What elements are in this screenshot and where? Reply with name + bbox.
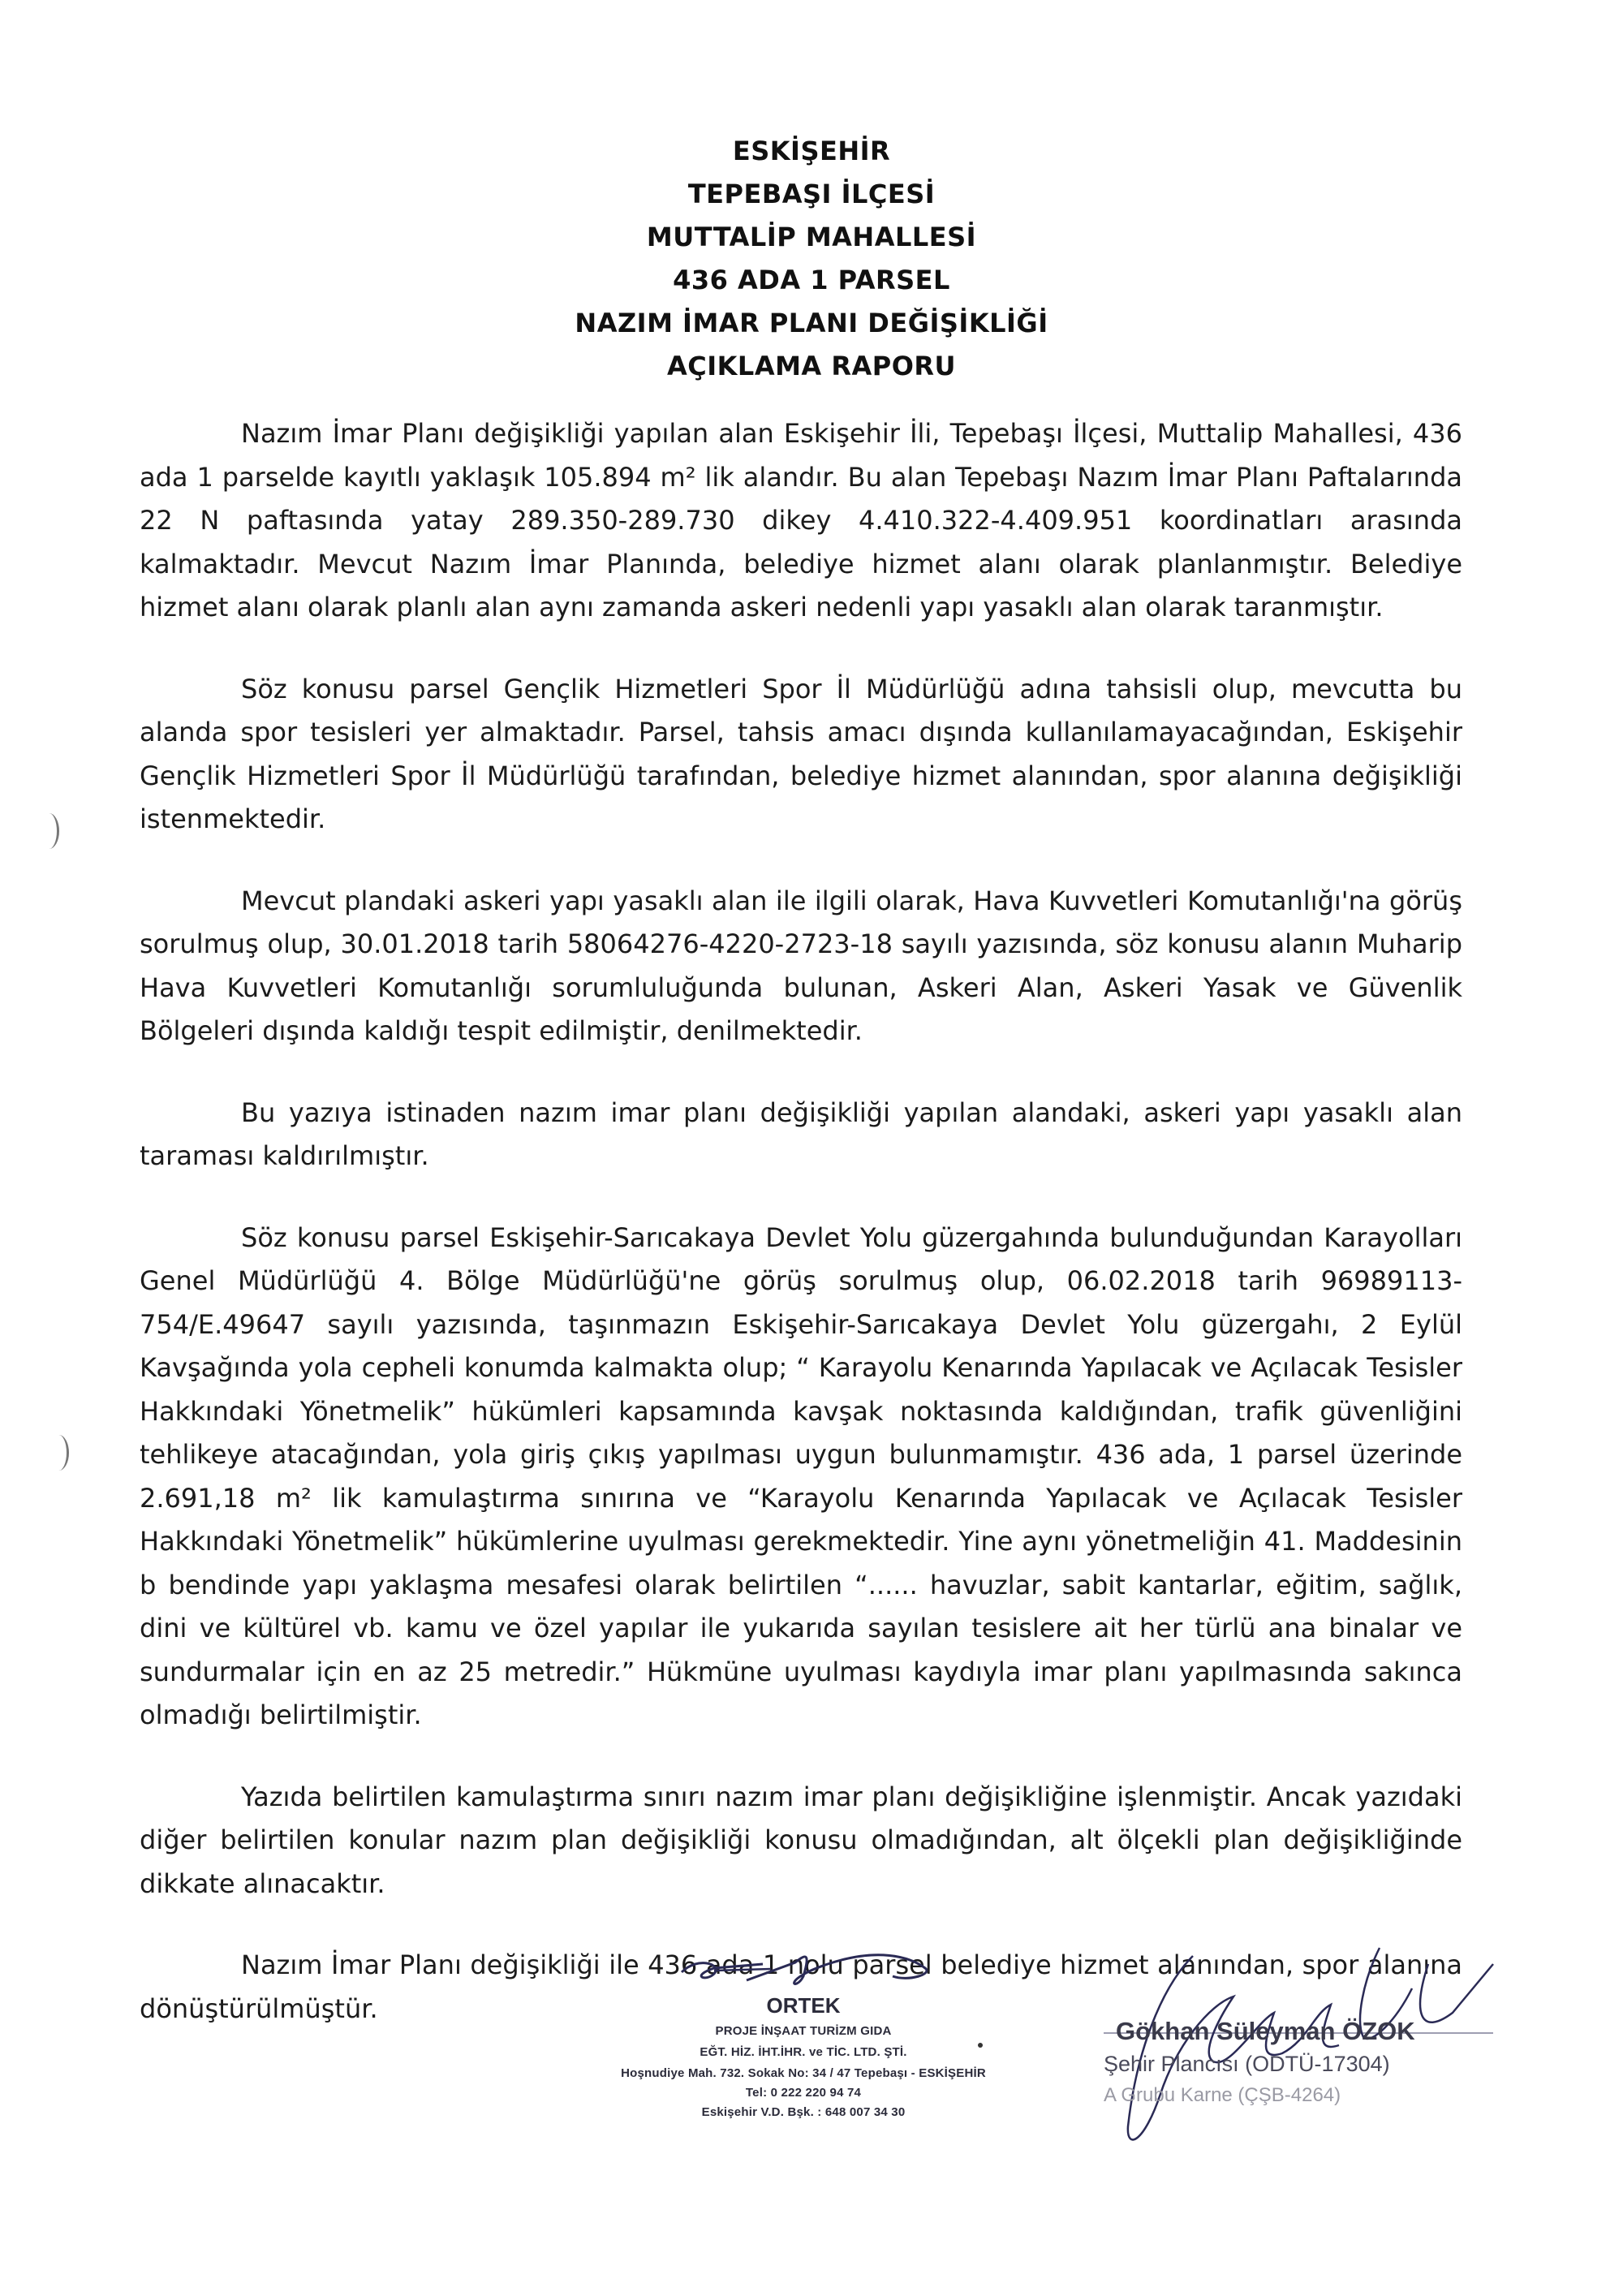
stamp-dot (978, 2043, 983, 2048)
signer-stamp (1071, 1932, 1526, 2191)
title-neighborhood: MUTTALİP MAHALLESİ (646, 222, 977, 252)
company-line-1: PROJE İNŞAAT TURİZM GIDA (715, 2024, 892, 2038)
company-line-2: EĞT. HİZ. İHT.İHR. ve TİC. LTD. ŞTİ. (700, 2045, 907, 2059)
paragraph-allocation: Söz konusu parsel Gençlik Hizmetleri Spor İl Müdürlüğü adına tahsisli olup, mevcutta bu alanda spor tesisleri yer almaktadır. Parsel, tahsis amacı dışında kullanılamayacağından, Eskişehir Gençlik Hizmetleri Spor İl Müdürlüğü tarafından, belediye hizmet alanından, spor alanına değişikliği istenmektedir. (140, 673, 1462, 834)
report-title-block (0, 130, 1623, 388)
company-stamp (584, 1946, 1022, 2141)
paragraph-restriction-removed: Bu yazıya istinaden nazım imar planı değişikliği yapılan alandaki, askeri yapı yasaklı alan taraması kaldırılmıştır. (140, 1096, 1462, 1171)
paragraph-highways-opinion: Söz konusu parsel Eskişehir-Sarıcakaya Devlet Yolu güzergahında bulunduğundan Karayolları Genel Müdürlüğü 4. Bölge Müdürlüğü'ne görüş sorulmuş olup, 06.02.2018 tarih 96989113-754/E.49647 sayılı yazısında, taşınmazın Eskişehir-Sarıcakaya Devlet Yolu güzergahı, 2 Eylül Kavşağında yola cepheli konumda kalmakta olup; “ Karayolu Kenarında Yapılacak ve Açılacak Tesisler Hakkındaki Yönetmelik” hükümleri kapsamında kavşak noktasında kaldığından, trafik güvenliğini tehlikeye atacağından, yola giriş çıkış yapılması uygun bulunmamıştır. 436 ada, 1 parsel üzerinde 2.691,18 m² lik kamulaştırma sınırına ve “Karayolu Kenarında Yapılacak ve Açılacak Tesisler Hakkındaki Yönetmelik” hükümlerine uyulması gerekmektedir. Yine aynı yönetmeliğin 41. Maddesinin b bendinde yapı yaklaşma mesafesi olarak belirtilen “...... havuzlar, sabit kantarlar, eğitim, sağlık, dini ve kültürel vb. kamu ve özel yapılar ile yukarıda sayılan tesislere ait her türlü ana binalar ve sundurmalar için en az 25 metredir.” Hükmüne uyulması kaydıyla imar planı yapılmasında sakınca olmadığı belirtilmiştir. (140, 1221, 1462, 1730)
planner-name: Gökhan Süleyman ÖZOK (1116, 2017, 1415, 2045)
title-province: ESKİŞEHİR (732, 136, 891, 166)
company-address: Hoşnudiye Mah. 732. Sokak No: 34 / 47 Tepebaşı - ESKİŞEHİR (621, 2066, 986, 2080)
paragraph-conclusion: Nazım İmar Planı değişikliği ile 436 ada 1 nolu parsel belediye hizmet alanından, spor alanına dönüştürülmüştür. (140, 1949, 1462, 2024)
punch-hole-mark-bottom (49, 1435, 69, 1471)
paragraph-air-force-opinion: Mevcut plandaki askeri yapı yasaklı alan ile ilgili olarak, Hava Kuvvetleri Komutanlığı'na görüş sorulmuş olup, 30.01.2018 tarih 58064276-4220-2723-18 sayılı yazısında, söz konusu alanın Muharip Hava Kuvvetleri Komutanlığı sorumluluğunda bulunan, Askeri Alan, Askeri Yasak ve Güvenlik Bölgeleri dışında kaldığı tespit edilmiştir, denilmektedir. (140, 885, 1462, 1046)
punch-hole-mark-top (39, 813, 59, 849)
title-parcel: 436 ADA 1 PARSEL (673, 265, 950, 295)
planner-title: Şehir Plancısı (ODTÜ-17304) (1104, 2052, 1390, 2076)
report-body (140, 412, 1462, 2069)
title-plan-change: NAZIM İMAR PLANI DEĞİŞİKLİĞİ (575, 308, 1048, 338)
paragraph-expropriation: Yazıda belirtilen kamulaştırma sınırı nazım imar planı değişikliğine işlenmiştir. Ancak yazıdaki diğer belirtilen konular nazım plan değişikliği konusu olmadığından, alt ölçekli plan değişikliğinde dikkate alınacaktır. (140, 1781, 1462, 1899)
planner-license-group: A Grubu Karne (ÇŞB-4264) (1104, 2084, 1341, 2106)
company-signature (665, 1932, 958, 1997)
paragraph-area-description: Nazım İmar Planı değişikliği yapılan alan Eskişehir İli, Tepebaşı İlçesi, Muttalip Mahallesi, 436 ada 1 parselde kayıtlı yaklaşık 105.894 m² lik alandır. Bu alan Tepebaşı Nazım İmar Planı Paftalarında 22 N paftasında yatay 289.350-289.730 dikey 4.410.322-4.409.951 koordinatları arasında kalmaktadır. Mevcut Nazım İmar Planında, belediye hizmet alanı olarak planlanmıştır. Belediye hizmet alanı olarak planlı alan aynı zamanda askeri nedenli yapı yasaklı alan olarak taranmıştır. (140, 418, 1462, 622)
title-report-type: AÇIKLAMA RAPORU (666, 351, 957, 381)
company-phone: Tel: 0 222 220 94 74 (745, 2086, 862, 2100)
company-tax-office: Eskişehir V.D. Bşk. : 648 007 34 30 (701, 2105, 906, 2119)
company-name: ORTEK (766, 1993, 841, 2018)
title-district: TEPEBAŞI İLÇESİ (687, 179, 936, 209)
